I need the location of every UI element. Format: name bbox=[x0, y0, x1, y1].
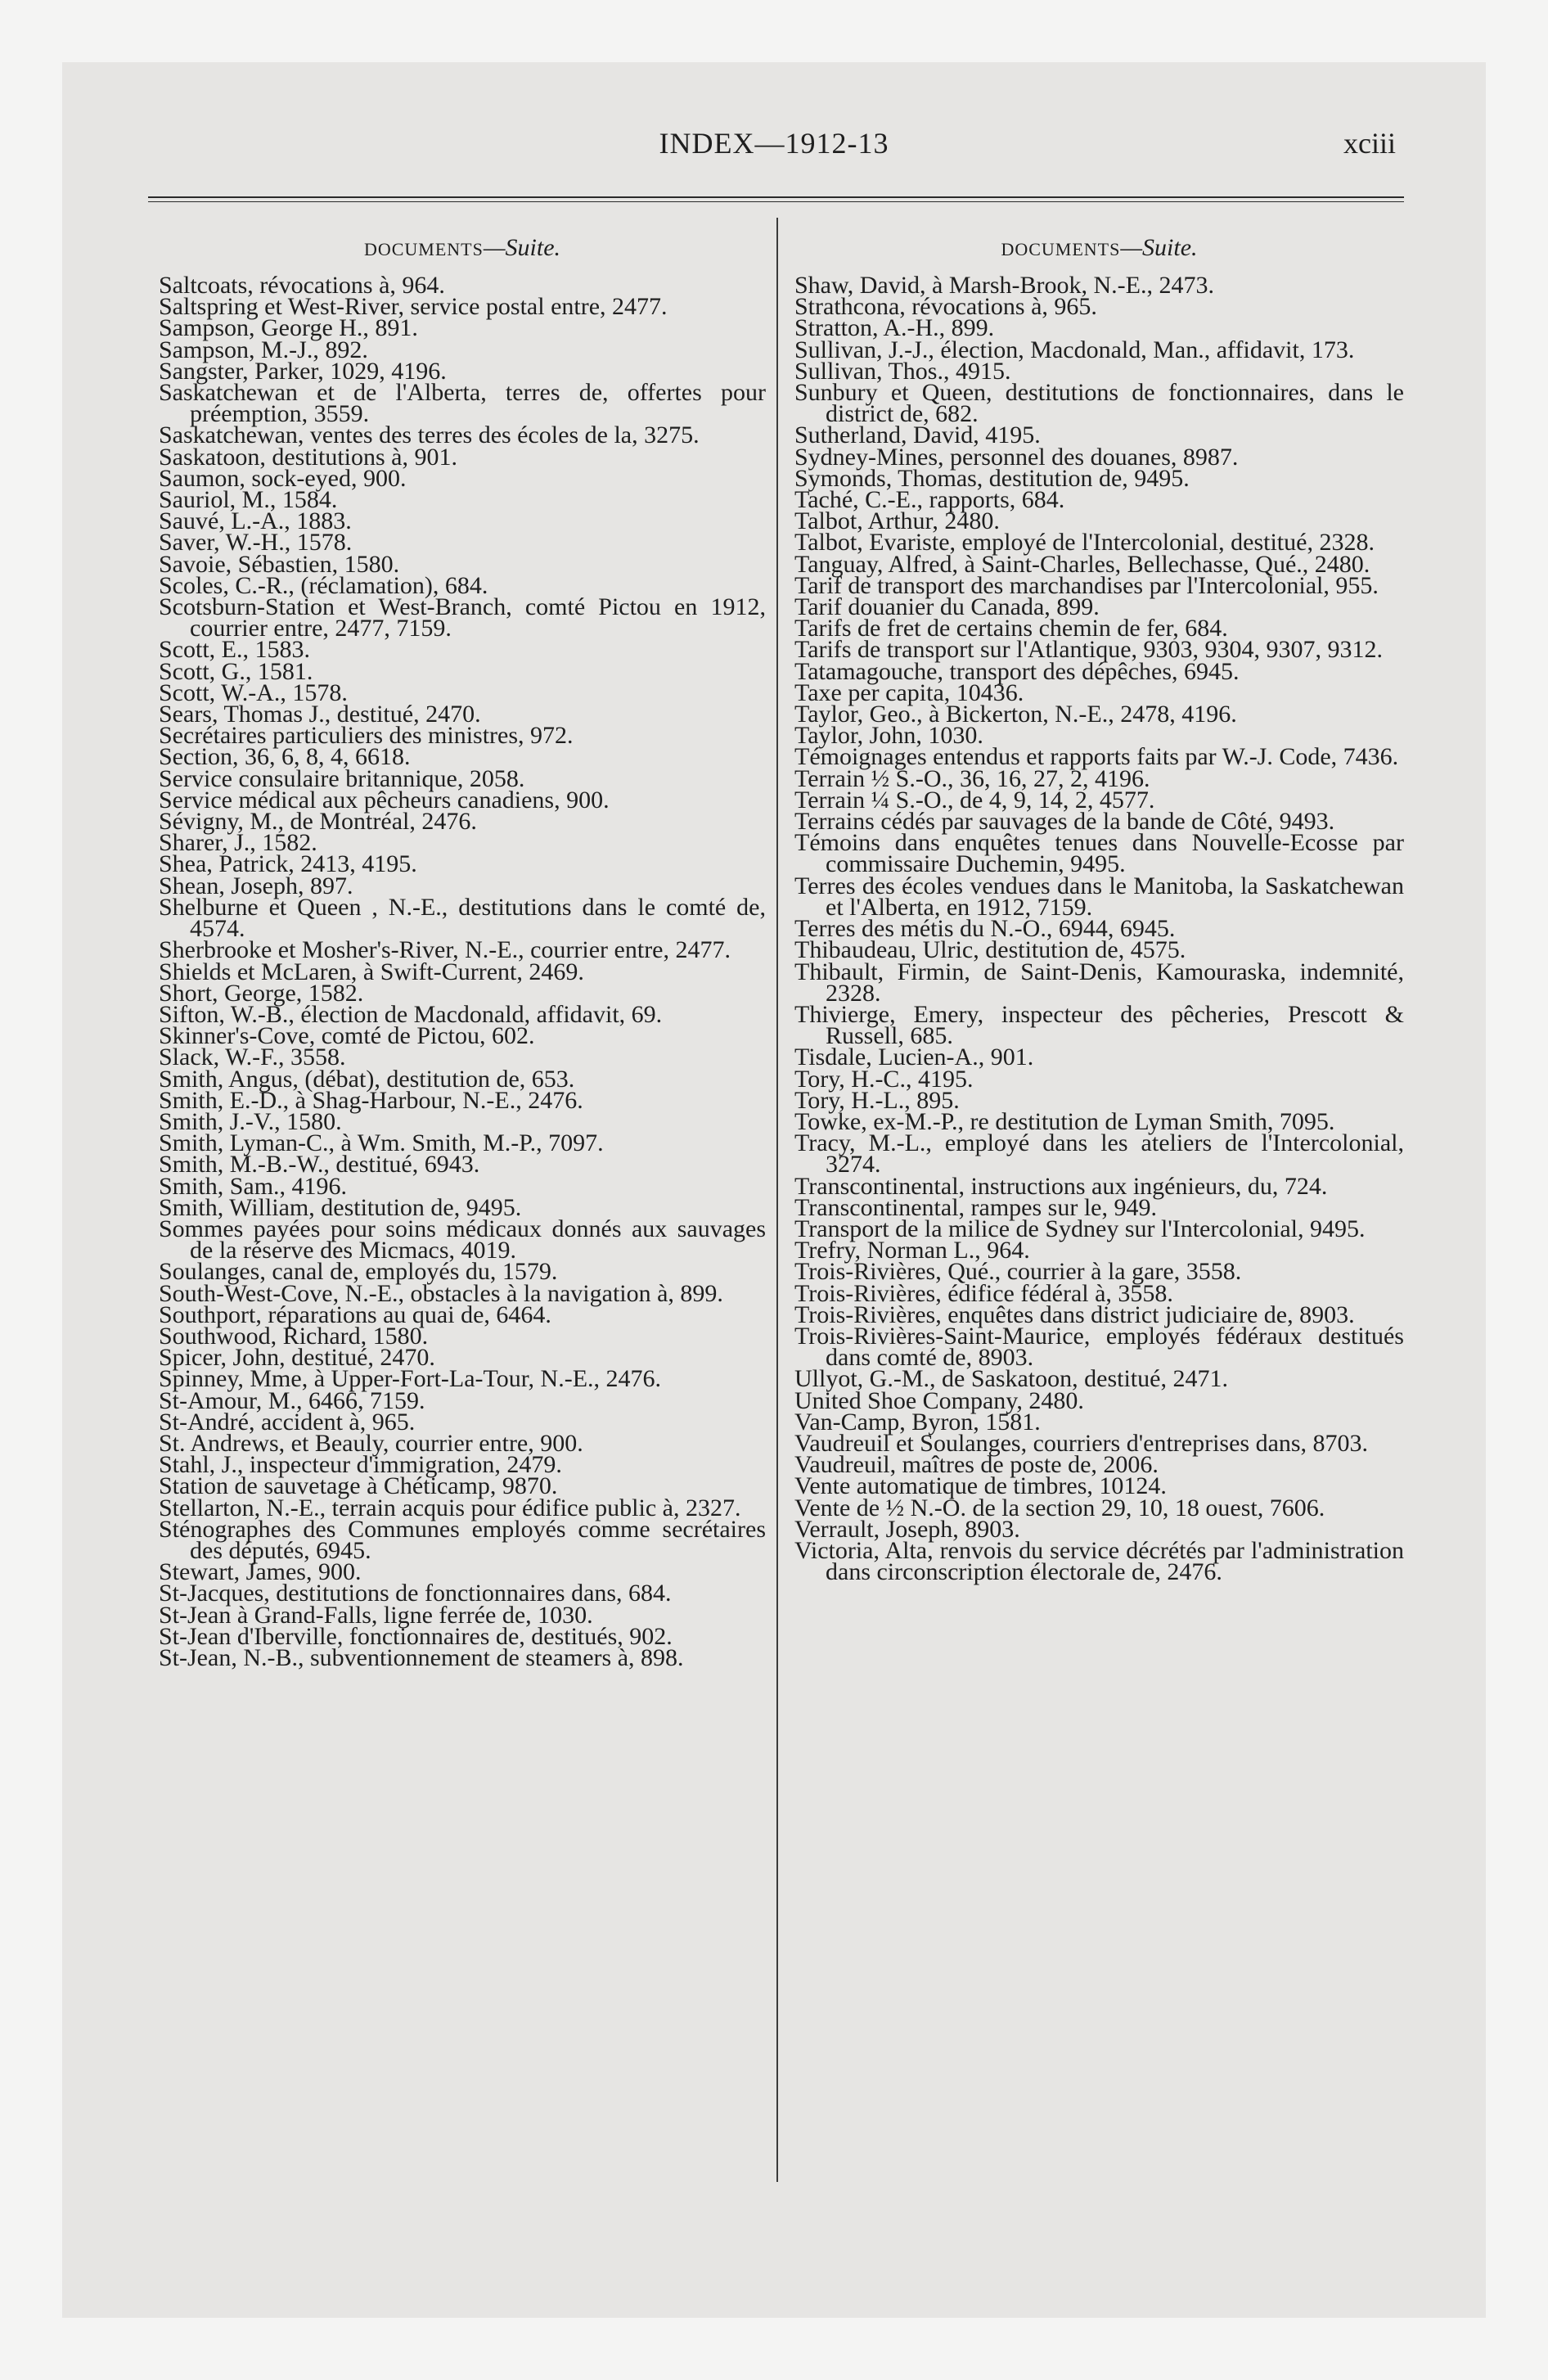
index-entry: Taxe per capita, 10436. bbox=[794, 678, 1024, 706]
column-heading-text: DOCUMENTS bbox=[363, 239, 484, 259]
index-entry: Tarif douanier du Canada, 899. bbox=[794, 593, 1100, 621]
index-entry: Ullyot, G.-M., de Saskatoon, destitué, 2471. bbox=[794, 1365, 1228, 1393]
index-entry: Saver, W.-H., 1578. bbox=[159, 529, 353, 557]
index-entry: Shea, Patrick, 2413, 4195. bbox=[159, 850, 417, 878]
left-column bbox=[159, 234, 766, 1669]
index-entry: Service consulaire britannique, 2058. bbox=[159, 764, 525, 792]
index-entry: Trois-Rivières, édifice fédéral à, 3558. bbox=[794, 1279, 1173, 1307]
index-entry: Smith, Sam., 4196. bbox=[159, 1172, 348, 1200]
index-entry: Sydney-Mines, personnel des douanes, 8987. bbox=[794, 443, 1239, 471]
index-entry: Sunbury et Queen, destitutions de fonctionnaires, dans le district de, 682. bbox=[794, 379, 1404, 428]
index-entry: Shean, Joseph, 897. bbox=[159, 872, 353, 899]
index-entry: Strathcona, révocations à, 965. bbox=[794, 293, 1097, 321]
index-entry: Saskatchewan, ventes des terres des écoles de la, 3275. bbox=[159, 421, 700, 449]
index-entry: Soulanges, canal de, employés du, 1579. bbox=[159, 1258, 558, 1286]
right-column bbox=[794, 234, 1404, 1586]
index-entry: Thibaudeau, Ulric, destitution de, 4575. bbox=[794, 936, 1186, 964]
index-entry: Southport, réparations au quai de, 6464. bbox=[159, 1300, 551, 1328]
index-entry: Tisdale, Lucien-A., 901. bbox=[794, 1044, 1034, 1071]
index-entry: Station de sauvetage à Chéticamp, 9870. bbox=[159, 1472, 558, 1500]
index-entry: Sifton, W.-B., élection de Macdonald, affidavit, 69. bbox=[159, 1000, 663, 1028]
index-entry: Smith, M.-B.-W., destitué, 6943. bbox=[159, 1151, 480, 1179]
index-entry: Sévigny, M., de Montréal, 2476. bbox=[159, 808, 477, 836]
index-entry: Tracy, M.-L., employé dans les ateliers de l'Intercolonial, 3274. bbox=[794, 1129, 1404, 1179]
index-entry: Sauvé, L.-A., 1883. bbox=[159, 507, 352, 535]
index-entry: Scott, E., 1583. bbox=[159, 636, 310, 664]
index-entry: Scotsburn-Station et West-Branch, comté Pictou en 1912, courrier entre, 2477, 7159. bbox=[159, 593, 766, 642]
index-entry: Shelburne et Queen , N.-E., destitutions dans le comté de, 4574. bbox=[159, 893, 766, 943]
index-entry: Secrétaires particuliers des ministres, 972. bbox=[159, 722, 574, 750]
index-entry: St-Jean, N.-B., subventionnement de steamers à, 898. bbox=[159, 1644, 684, 1671]
index-entry: Sampson, George H., 891. bbox=[159, 314, 418, 342]
header-rule bbox=[148, 196, 1404, 198]
index-entry: Talbot, Evariste, employé de l'Intercolonial, destitué, 2328. bbox=[794, 529, 1375, 557]
index-entry: Tatamagouche, transport des dépêches, 6945. bbox=[794, 657, 1240, 685]
index-entry: Sauriol, M., 1584. bbox=[159, 486, 338, 514]
index-entry: Slack, W.-F., 3558. bbox=[159, 1044, 346, 1071]
index-entry: St-André, accident à, 965. bbox=[159, 1408, 416, 1436]
column-heading-suffix: —Suite. bbox=[483, 234, 561, 261]
index-entry: Vente de ½ N.-O. de la section 29, 10, 18 ouest, 7606. bbox=[794, 1494, 1325, 1521]
index-entry: Thivierge, Emery, inspecteur des pêcheries, Prescott & Russell, 685. bbox=[794, 1000, 1404, 1050]
index-entry: Thibault, Firmin, de Saint-Denis, Kamouraska, indemnité, 2328. bbox=[794, 958, 1404, 1007]
index-entry: Taché, C.-E., rapports, 684. bbox=[794, 486, 1065, 514]
index-entry: Spinney, Mme, à Upper-Fort-La-Tour, N.-E., 2476. bbox=[159, 1365, 662, 1393]
index-entry: Tarifs de fret de certains chemin de fer, 684. bbox=[794, 615, 1228, 642]
index-entry: Trefry, Norman L., 964. bbox=[794, 1237, 1030, 1264]
index-entry: Victoria, Alta, renvois du service décrétés par l'administration dans circonscription électorale de, 2476. bbox=[794, 1536, 1404, 1586]
header-rule-thin bbox=[148, 201, 1404, 202]
page-title: INDEX—1912-13 bbox=[659, 127, 889, 160]
index-entry: Spicer, John, destitué, 2470. bbox=[159, 1344, 435, 1372]
column-heading bbox=[159, 234, 766, 262]
index-entry: Section, 36, 6, 8, 4, 6618. bbox=[159, 743, 411, 771]
index-entry: Scott, W.-A., 1578. bbox=[159, 678, 348, 706]
index-entry-list bbox=[794, 272, 1404, 1586]
index-entry: Saumon, sock-eyed, 900. bbox=[159, 464, 407, 492]
index-entry: Scoles, C.-R., (réclamation), 684. bbox=[159, 571, 488, 599]
index-entry: Towke, ex-M.-P., re destitution de Lyman Smith, 7095. bbox=[794, 1107, 1335, 1135]
index-entry: Sullivan, Thos., 4915. bbox=[794, 357, 1011, 385]
index-entry: Trois-Rivières, enquêtes dans district judiciaire de, 8903. bbox=[794, 1300, 1355, 1328]
index-entry: Shields et McLaren, à Swift-Current, 2469. bbox=[159, 958, 584, 985]
index-entry: Saltcoats, révocations à, 964. bbox=[159, 272, 445, 299]
column-heading-text: DOCUMENTS bbox=[1001, 239, 1121, 259]
index-entry: Transcontinental, instructions aux ingénieurs, du, 724. bbox=[794, 1172, 1328, 1200]
index-entry: Transcontinental, rampes sur le, 949. bbox=[794, 1193, 1157, 1221]
index-entry: Southwood, Richard, 1580. bbox=[159, 1322, 429, 1350]
document-page bbox=[62, 62, 1486, 2318]
column-heading bbox=[794, 234, 1404, 262]
index-entry: Saskatchewan et de l'Alberta, terres de, offertes pour préemption, 3559. bbox=[159, 379, 766, 428]
index-entry: Smith, E.-D., à Shag-Harbour, N.-E., 2476. bbox=[159, 1086, 583, 1114]
index-entry: St-Jean d'Iberville, fonctionnaires de, destitués, 902. bbox=[159, 1622, 673, 1650]
index-entry: Tarifs de transport sur l'Atlantique, 9303, 9304, 9307, 9312. bbox=[794, 636, 1384, 664]
index-entry: Short, George, 1582. bbox=[159, 979, 364, 1007]
index-entry: Terres des métis du N.-O., 6944, 6945. bbox=[794, 915, 1176, 943]
index-entry-list bbox=[159, 272, 766, 1671]
index-entry: Symonds, Thomas, destitution de, 9495. bbox=[794, 464, 1190, 492]
index-entry: Tory, H.-C., 4195. bbox=[794, 1065, 974, 1093]
column-divider bbox=[776, 218, 778, 2182]
index-entry: Talbot, Arthur, 2480. bbox=[794, 507, 1000, 535]
index-entry: St-Jean à Grand-Falls, ligne ferrée de, 1030. bbox=[159, 1601, 593, 1629]
index-entry: Sommes payées pour soins médicaux donnés aux sauvages de la réserve des Micmacs, 4019. bbox=[159, 1215, 766, 1264]
index-entry: Trois-Rivières, Qué., courrier à la gare, 3558. bbox=[794, 1258, 1242, 1286]
index-entry: Vaudreuil, maîtres de poste de, 2006. bbox=[794, 1451, 1159, 1479]
index-entry: Sténographes des Communes employés comme secrétaires des députés, 6945. bbox=[159, 1515, 766, 1564]
index-entry: Smith, William, destitution de, 9495. bbox=[159, 1193, 522, 1221]
index-entry: Saskatoon, destitutions à, 901. bbox=[159, 443, 457, 471]
index-entry: Stellarton, N.-E., terrain acquis pour édifice public à, 2327. bbox=[159, 1494, 741, 1521]
index-entry: Sampson, M.-J., 892. bbox=[159, 336, 368, 363]
index-entry: Terrain ½ S.-O., 36, 16, 27, 2, 4196. bbox=[794, 764, 1150, 792]
index-entry: Sutherland, David, 4195. bbox=[794, 421, 1041, 449]
index-entry: Sherbrooke et Mosher's-River, N.-E., courrier entre, 2477. bbox=[159, 936, 731, 964]
index-entry: Sullivan, J.-J., élection, Macdonald, Man., affidavit, 173. bbox=[794, 336, 1355, 363]
index-entry: Saltspring et West-River, service postal entre, 2477. bbox=[159, 293, 668, 321]
index-entry: Scott, G., 1581. bbox=[159, 657, 313, 685]
column-heading-suffix: —Suite. bbox=[1120, 234, 1198, 261]
index-entry: Stratton, A.-H., 899. bbox=[794, 314, 995, 342]
index-entry: South-West-Cove, N.-E., obstacles à la navigation à, 899. bbox=[159, 1279, 723, 1307]
index-entry: Sharer, J., 1582. bbox=[159, 829, 317, 857]
index-entry: Terrain ¼ S.-O., de 4, 9, 14, 2, 4577. bbox=[794, 786, 1155, 814]
index-entry: Terres des écoles vendues dans le Manitoba, la Saskatchewan et l'Alberta, en 1912, 7159. bbox=[794, 872, 1404, 921]
index-entry: Savoie, Sébastien, 1580. bbox=[159, 550, 400, 578]
index-entry: Témoignages entendus et rapports faits par W.-J. Code, 7436. bbox=[794, 743, 1399, 771]
index-entry: Taylor, John, 1030. bbox=[794, 722, 983, 750]
page-number: xciii bbox=[1343, 127, 1396, 160]
index-entry: Van-Camp, Byron, 1581. bbox=[794, 1408, 1041, 1436]
index-entry: Smith, Angus, (débat), destitution de, 653. bbox=[159, 1065, 575, 1093]
index-entry: St-Amour, M., 6466, 7159. bbox=[159, 1386, 425, 1414]
index-entry: Terrains cédés par sauvages de la bande de Côté, 9493. bbox=[794, 808, 1335, 836]
index-entry: United Shoe Company, 2480. bbox=[794, 1386, 1084, 1414]
index-entry: Smith, Lyman-C., à Wm. Smith, M.-P., 7097. bbox=[159, 1129, 604, 1157]
index-entry: Tory, H.-L., 895. bbox=[794, 1086, 960, 1114]
index-entry: Vaudreuil et Soulanges, courriers d'entreprises dans, 8703. bbox=[794, 1429, 1369, 1457]
running-head bbox=[62, 126, 1486, 167]
index-entry: Vente automatique de timbres, 10124. bbox=[794, 1472, 1167, 1500]
index-entry: Tarif de transport des marchandises par l'Intercolonial, 955. bbox=[794, 571, 1379, 599]
index-entry: Stewart, James, 900. bbox=[159, 1558, 362, 1586]
index-entry: Témoins dans enquêtes tenues dans Nouvelle-Ecosse par commissaire Duchemin, 9495. bbox=[794, 829, 1404, 878]
index-entry: St. Andrews, et Beauly, courrier entre, 900. bbox=[159, 1429, 583, 1457]
index-entry: Taylor, Geo., à Bickerton, N.-E., 2478, 4196. bbox=[794, 701, 1237, 728]
index-entry: Shaw, David, à Marsh-Brook, N.-E., 2473. bbox=[794, 272, 1214, 299]
index-entry: Skinner's-Cove, comté de Pictou, 602. bbox=[159, 1022, 535, 1050]
index-entry: Stahl, J., inspecteur d'immigration, 2479. bbox=[159, 1451, 562, 1479]
index-entry: Transport de la milice de Sydney sur l'Intercolonial, 9495. bbox=[794, 1215, 1366, 1242]
index-entry: Sears, Thomas J., destitué, 2470. bbox=[159, 701, 481, 728]
index-entry: Sangster, Parker, 1029, 4196. bbox=[159, 357, 447, 385]
index-entry: Service médical aux pêcheurs canadiens, 900. bbox=[159, 786, 610, 814]
index-entry: Tanguay, Alfred, à Saint-Charles, Bellechasse, Qué., 2480. bbox=[794, 550, 1370, 578]
index-entry: Verrault, Joseph, 8903. bbox=[794, 1515, 1020, 1543]
index-entry: Trois-Rivières-Saint-Maurice, employés fédéraux destitués dans comté de, 8903. bbox=[794, 1322, 1404, 1372]
index-entry: St-Jacques, destitutions de fonctionnaires dans, 684. bbox=[159, 1580, 672, 1607]
index-entry: Smith, J.-V., 1580. bbox=[159, 1107, 342, 1135]
